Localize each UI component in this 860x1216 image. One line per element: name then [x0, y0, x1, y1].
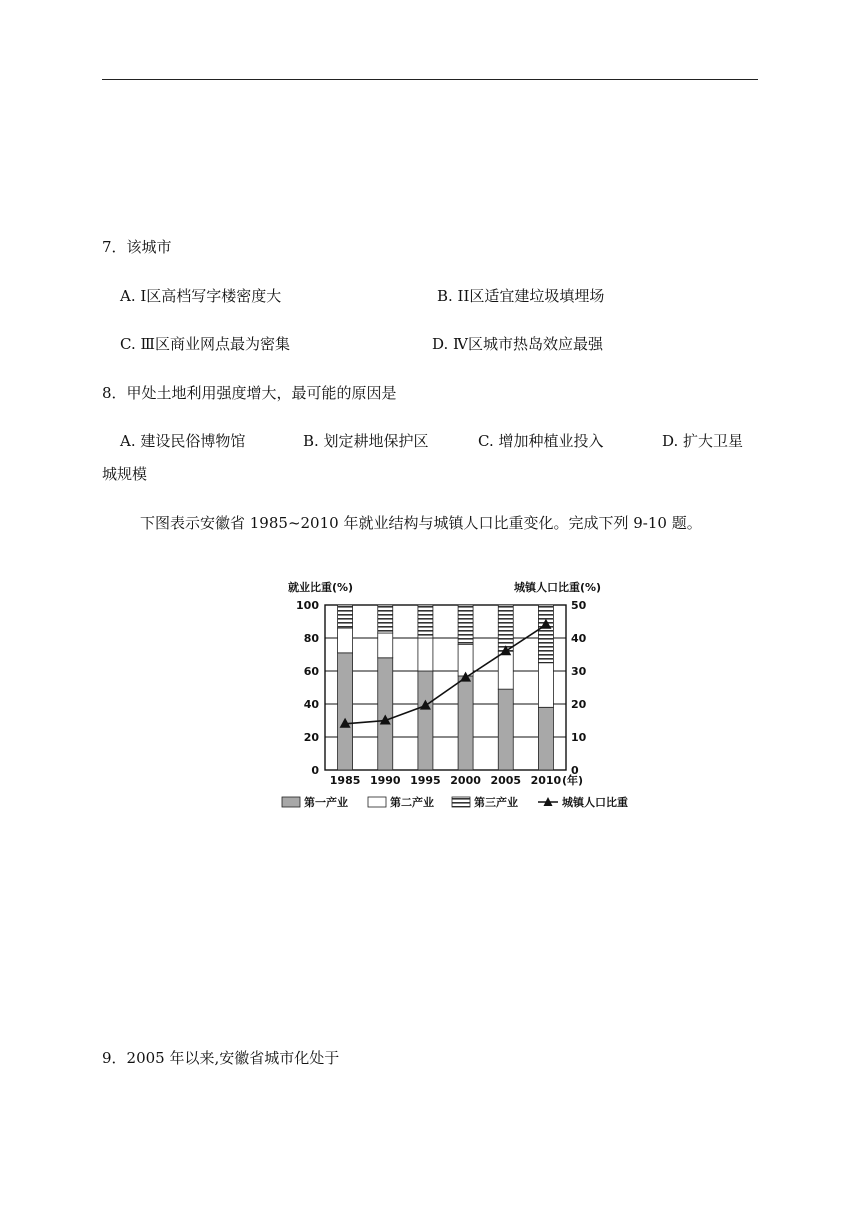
x-unit-label: (年): [562, 774, 584, 787]
left-tick-label: 100: [296, 599, 319, 612]
legend-label: 第三产业: [474, 796, 518, 809]
bar-segment-1: [458, 676, 473, 770]
q8-option-d-continued: 城规模: [102, 465, 148, 483]
q7-option-c: C. Ⅲ区商业网点最为密集: [120, 335, 290, 353]
right-tick-label: 0: [571, 764, 579, 777]
x-tick-label: 1995: [410, 774, 441, 787]
q8-option-d: D. 扩大卫星: [662, 432, 744, 450]
bar-segment-2: [538, 663, 553, 708]
right-tick-label: 40: [571, 632, 587, 645]
bar-segment-1: [498, 689, 513, 770]
bar-segment-3: [338, 605, 353, 628]
left-tick-label: 0: [311, 764, 319, 777]
right-tick-label: 10: [571, 731, 587, 744]
bar-segment-1: [538, 707, 553, 770]
q7-stem: 7．该城市: [102, 238, 172, 256]
legend-label: 第二产业: [390, 796, 434, 809]
bar-segment-1: [378, 658, 393, 770]
bar-segment-3: [538, 605, 553, 663]
chart-intro-text: 下图表示安徽省 1985~2010 年就业结构与城镇人口比重变化。完成下列 9-10 题。: [140, 514, 702, 532]
left-tick-label: 80: [303, 632, 319, 645]
legend-label: 城镇人口比重: [562, 796, 628, 809]
q7-option-b: B. II区适宜建垃圾填埋场: [437, 287, 605, 305]
right-tick-label: 30: [571, 665, 587, 678]
q7-option-a: A. Ⅰ区高档写字楼密度大: [120, 287, 282, 305]
bar-segment-3: [418, 605, 433, 638]
bar-segment-1: [418, 671, 433, 770]
x-tick-label: 1990: [369, 774, 401, 787]
q9-stem: 9．2005 年以来,安徽省城市化处于: [102, 1049, 340, 1067]
bar-segment-2: [418, 638, 433, 671]
q8-option-b: B. 划定耕地保护区: [303, 432, 429, 450]
q8-option-c: C. 增加种植业投入: [478, 432, 604, 450]
bar-segment-2: [498, 651, 513, 689]
left-axis-label: 就业比重(%): [288, 581, 354, 594]
bar-segment-2: [458, 645, 473, 676]
legend-swatch: [368, 797, 386, 807]
q8-option-a: A. 建设民俗博物馆: [120, 432, 246, 450]
legend-swatch: [282, 797, 300, 807]
legend-label: 第一产业: [304, 796, 348, 809]
bar-segment-2: [338, 628, 353, 653]
plot-frame: [325, 605, 566, 770]
x-tick-label: 2005: [490, 774, 522, 787]
bar-segment-3: [378, 605, 393, 633]
bar-segment-3: [498, 605, 513, 651]
bar-segment-3: [458, 605, 473, 645]
left-tick-label: 20: [303, 731, 319, 744]
legend-swatch: [452, 797, 470, 807]
left-tick-label: 40: [303, 698, 319, 711]
urban-ratio-line: [345, 625, 546, 724]
x-tick-label: 2000: [450, 774, 481, 787]
x-tick-label: 1985: [329, 774, 361, 787]
bar-segment-2: [378, 633, 393, 658]
right-tick-label: 20: [571, 698, 587, 711]
q7-option-d: D. Ⅳ区城市热岛效应最强: [432, 335, 604, 353]
q8-stem: 8．甲处土地利用强度增大，最可能的原因是: [102, 384, 397, 402]
right-tick-label: 50: [571, 599, 587, 612]
right-axis-label: 城镇人口比重(%): [514, 581, 602, 594]
bar-segment-1: [338, 653, 353, 770]
left-tick-label: 60: [303, 665, 319, 678]
x-tick-label: 2010: [530, 774, 562, 787]
header-rule: [102, 79, 758, 80]
employment-urbanization-chart: [270, 574, 650, 818]
